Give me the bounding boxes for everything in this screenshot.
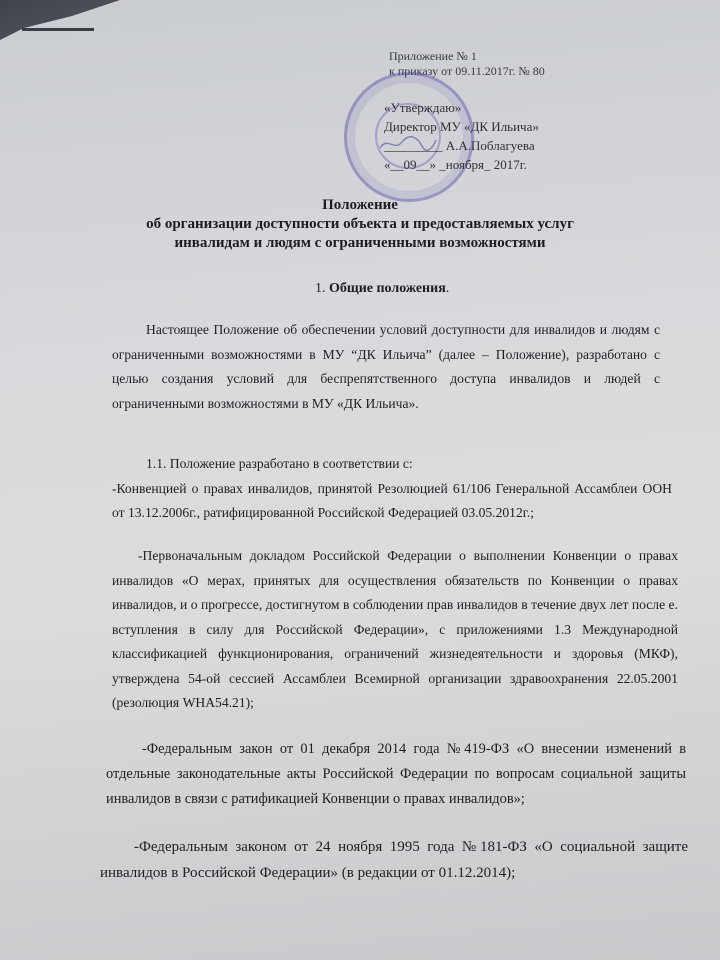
title-line-2: об организации доступности объекта и предоставляемых услуг [146,216,574,232]
page-shadow-corner [0,0,120,40]
approval-line-1: «Утверждаю» [384,100,462,115]
approval-line-2: Директор МУ «ДК Ильича» [384,119,539,134]
title-line-1: Положение [322,197,398,213]
paragraph-convention: -Конвенцией о правах инвалидов, принятой Резолюцией 61/106 Генеральной Ассамблеи ООН от 13.12.2006г., ратифицированной Российской Федерацией 03.05.2012г.; [112,480,672,520]
section-heading [315,281,449,297]
document-title [110,196,610,253]
section-title: Общие положения [329,281,446,296]
approval-line-4: «__09__» _ноября_ 2017г. [384,157,527,172]
approval-line-3: _________ А.А.Поблагуева [384,138,535,153]
intro-paragraph: Настоящее Положение об обеспечении условий доступности для инвалидов и людям с ограниченными возможностями в МУ “ДК Ильича” (далее – Положение), разработано с целью создания условий для беспрепятственного доступа инвалидов и людей с ограниченными возможностями в МУ «ДК Ильича». [112,322,660,411]
top-edge-mark [22,28,94,31]
section-number: 1. [315,281,326,296]
signature-scribble [378,134,438,154]
paragraph-1-1 [112,452,672,526]
paragraph-report: -Первоначальным докладом Российской Федерации о выполнении Конвенции о правах инвалидов «О мерах, принятых для осуществления обязательств по Конвенции о правах инвалидов, и о прогрессе, достигнутом в соблюдении прав инвалидов в течение двух лет после е. вступления в силу для Российской Федерации», с приложениями 1.3 Международной классификацией функционирования, ограничений жизнедеятельности и здоровья (МКФ), утверждена 54-ой сессией Ассамблеи Всемирной организации здравоохранения 22.05.2001 (резолюция WHA54.21); [112,548,678,710]
appendix-line-2: к приказу от 09.11.2017г. № 80 [389,64,545,78]
appendix-line-1: Приложение № 1 [389,49,477,63]
paragraph-1-1-intro: 1.1. Положение разработано в соответствии с: [146,456,413,471]
title-line-3: инвалидам и людям с ограниченными возможностями [174,235,546,251]
paragraph-law-419: -Федеральным закон от 01 декабря 2014 года №419-ФЗ «О внесении изменений в отдельные законодательные акты Российской Федерации по вопросам социальной защиты инвалидов в связи с ратификацией Конвенции о правах инвалидов»; [106,741,686,807]
paragraph-law-181: -Федеральным законом от 24 ноября 1995 года №181-ФЗ «О социальной защите инвалидов в Российской Федерации» (в редакции от 01.12.2014); [100,839,688,881]
section-dot: . [445,281,450,296]
